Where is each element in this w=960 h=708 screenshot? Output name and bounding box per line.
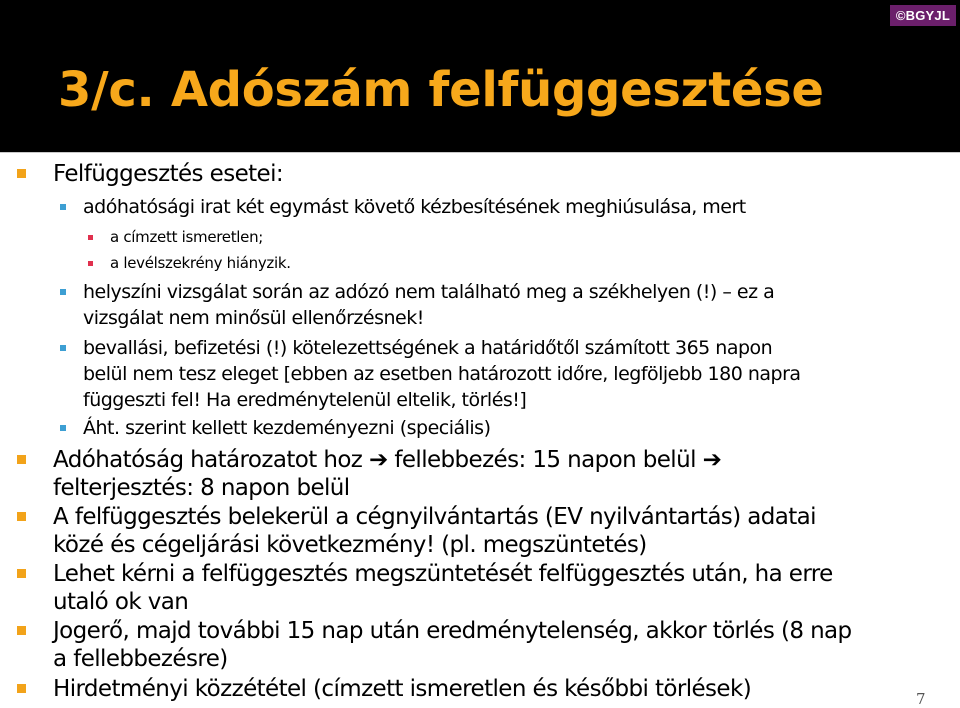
list-item-text: a fellebbezésre): [53, 646, 228, 672]
square-bullet-icon: [60, 289, 66, 295]
list-item-text: vizsgálat nem minősül ellenőrzésnek!: [83, 307, 424, 329]
list-item-text: Áht. szerint kellett kezdeményezni (speciális): [83, 417, 491, 439]
square-bullet-icon: [17, 626, 26, 635]
list-item-text: bevallási, befizetési (!) kötelezettségének a határidőtől számított 365 napon: [83, 337, 773, 359]
copyright-badge: ©BGYJL: [890, 5, 956, 26]
list-item-text: utaló ok van: [53, 589, 189, 615]
list-item-text: Felfüggesztés esetei:: [53, 161, 284, 187]
square-bullet-icon: [17, 569, 26, 578]
square-bullet-icon: [17, 684, 26, 693]
square-bullet-icon: [60, 204, 66, 210]
square-bullet-icon: [17, 512, 26, 521]
header-divider: [0, 152, 960, 153]
slide-header: [0, 0, 960, 152]
list-item-text: Adóhatóság határozatot hoz ➔ fellebbezés: 15 napon belül ➔: [53, 447, 722, 473]
square-bullet-icon: [60, 345, 66, 351]
list-item-text: Hirdetményi közzététel (címzett ismeretlen és későbbi törlések): [53, 676, 752, 702]
square-bullet-icon: [17, 455, 26, 464]
list-item-text: Jogerő, majd további 15 nap után eredménytelenség, akkor törlés (8 nap: [53, 618, 852, 644]
square-bullet-icon: [88, 261, 93, 266]
square-bullet-icon: [60, 425, 66, 431]
list-item-text: helyszíni vizsgálat során az adózó nem található meg a székhelyen (!) – ez a: [83, 281, 775, 303]
page-number: 7: [916, 690, 926, 708]
square-bullet-icon: [17, 169, 26, 178]
list-item-text: függeszti fel! Ha eredménytelenül eltelik, törlés!]: [83, 389, 527, 411]
list-item-text: a címzett ismeretlen;: [110, 228, 264, 246]
list-item-text: A felfüggesztés belekerül a cégnyilvántartás (EV nyilvántartás) adatai: [53, 504, 816, 530]
list-item-text: felterjesztés: 8 napon belül: [53, 475, 350, 501]
list-item-text: a levélszekrény hiányzik.: [110, 254, 291, 272]
slide-title: 3/c. Adószám felfüggesztése: [58, 62, 824, 118]
list-item-text: belül nem tesz eleget [ebben az esetben határozott időre, legföljebb 180 napra: [83, 363, 801, 385]
list-item-text: adóhatósági irat két egymást követő kézbesítésének meghiúsulása, mert: [83, 196, 746, 218]
list-item-text: közé és cégeljárási következmény! (pl. megszüntetés): [53, 532, 647, 558]
list-item-text: Lehet kérni a felfüggesztés megszüntetését felfüggesztés után, ha erre: [53, 561, 833, 587]
square-bullet-icon: [88, 235, 93, 240]
